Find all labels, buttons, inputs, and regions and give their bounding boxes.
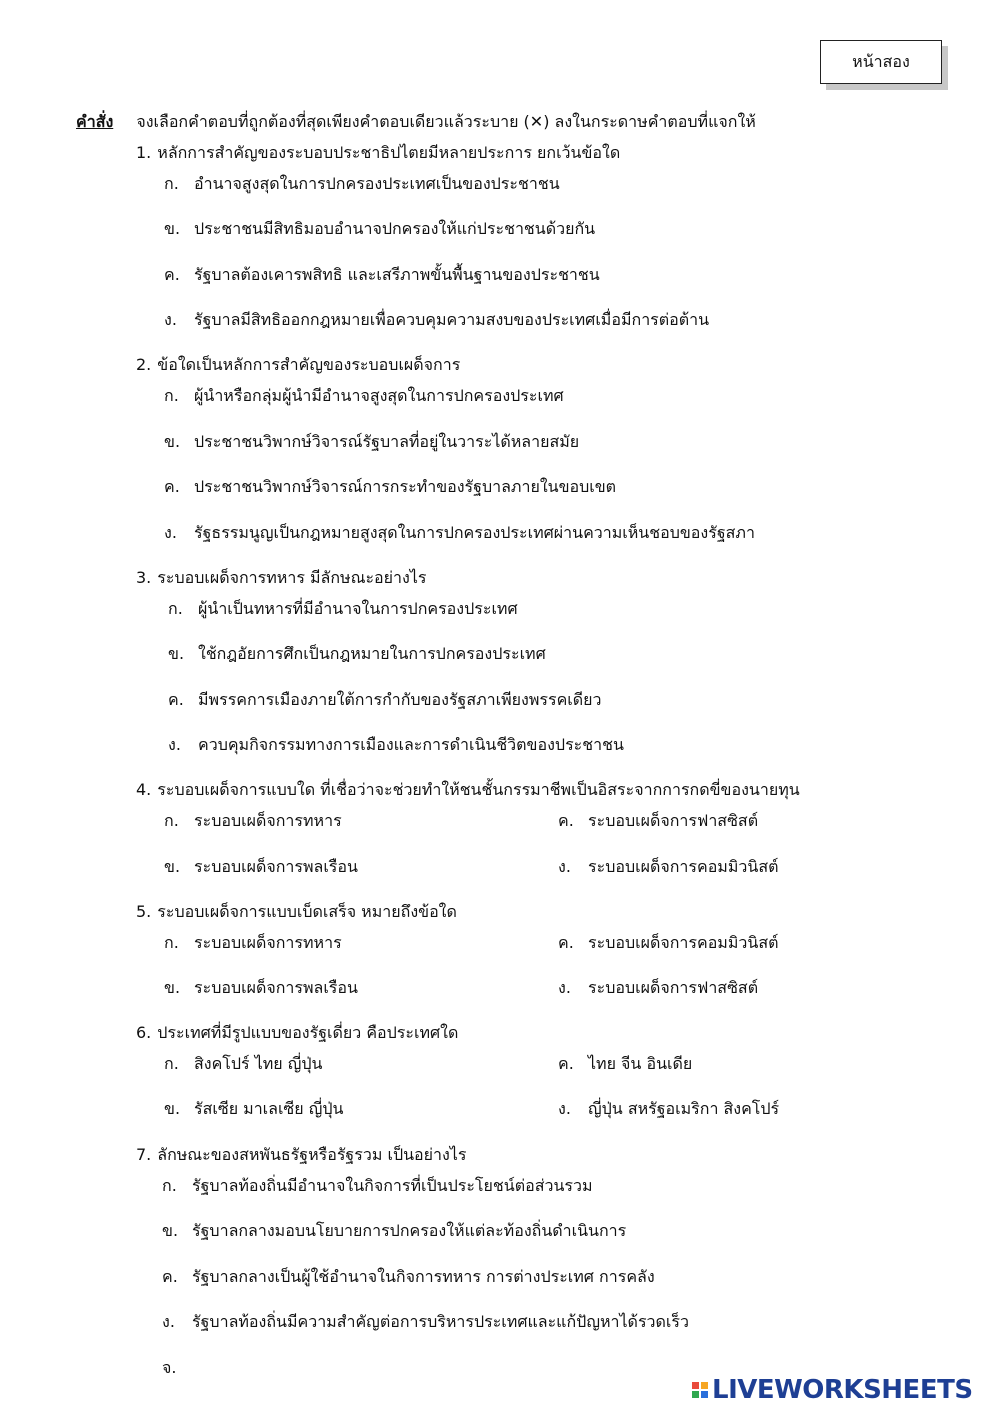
option-6-b[interactable] [164,1097,343,1122]
logo-cell [701,1391,708,1398]
question-number: 3. [136,568,152,587]
option-text: สิงคโปร์ ไทย ญี่ปุ่น [194,1054,323,1073]
option-text: ใช้กฎอัยการศึกเป็นกฎหมายในการปกครองประเทศ [198,644,546,663]
option-text: อำนาจสูงสุดในการปกครองประเทศเป็นของประชาชน [194,174,560,193]
option-letter: ก. [162,1176,177,1195]
option-2-b[interactable] [164,430,579,455]
option-text: ระบอบเผด็จการคอมมิวนิสต์ [588,857,779,876]
question-number: 2. [136,355,152,374]
option-4-c[interactable] [558,809,758,834]
option-text: รัฐบาลท้องถิ่นมีอำนาจในกิจการที่เป็นประโยชน์ต่อส่วนรวม [192,1176,593,1195]
option-text: รัฐบาลท้องถิ่นมีความสำคัญต่อการบริหารประเทศและแก้ปัญหาได้รวดเร็ว [192,1312,689,1331]
question-text: ข้อใดเป็นหลักการสำคัญของระบอบเผด็จการ [157,355,461,374]
option-1-d[interactable] [164,308,709,333]
question-4 [136,778,800,803]
option-1-b[interactable] [164,217,595,242]
option-letter: ข. [164,219,181,238]
option-text: ระบอบเผด็จการพลเรือน [194,978,358,997]
question-number: 5. [136,902,152,921]
option-letter: ก. [164,811,179,830]
option-letter: ง. [164,310,177,329]
option-letter: ก. [168,599,183,618]
option-5-d[interactable] [558,976,758,1001]
option-letter: ข. [164,978,181,997]
option-letter: ก. [164,386,179,405]
option-letter: ง. [558,857,571,876]
option-letter: ข. [164,432,181,451]
option-letter: ค. [162,1267,178,1286]
option-7-e[interactable] [162,1356,192,1381]
option-text: ควบคุมกิจกรรมทางการเมืองและการดำเนินชีวิตของประชาชน [198,735,624,754]
option-text: ประชาชนมีสิทธิมอบอำนาจปกครองให้แก่ประชาชนด้วยกัน [194,219,596,238]
option-text: ระบอบเผด็จการคอมมิวนิสต์ [588,933,779,952]
option-5-a[interactable] [164,931,342,956]
question-text: ระบอบเผด็จการทหาร มีลักษณะอย่างไร [157,568,427,587]
option-4-b[interactable] [164,855,358,880]
option-letter: ค. [164,477,180,496]
option-letter: ก. [164,933,179,952]
question-5 [136,900,457,925]
option-letter: ข. [168,644,185,663]
liveworksheets-logo [692,1374,992,1406]
option-text: รัฐบาลต้องเคารพสิทธิ และเสรีภาพขั้นพื้นฐานของประชาชน [194,265,600,284]
question-number: 7. [136,1145,152,1164]
option-7-b[interactable] [162,1219,626,1244]
option-text: ระบอบเผด็จการทหาร [194,811,342,830]
option-7-d[interactable] [162,1310,689,1335]
option-text: ผู้นำเป็นทหารที่มีอำนาจในการปกครองประเทศ [198,599,518,618]
option-text: ระบอบเผด็จการฟาสซิสต์ [588,811,759,830]
option-3-a[interactable] [168,597,518,622]
option-text: รัฐธรรมนูญเป็นกฎหมายสูงสุดในการปกครองประเทศผ่านความเห็นชอบของรัฐสภา [194,523,755,542]
option-letter: ก. [164,174,179,193]
logo-grid-icon [692,1382,708,1398]
option-letter: ง. [558,978,571,997]
question-1 [136,141,620,166]
option-letter: ง. [558,1099,571,1118]
option-text: ระบอบเผด็จการฟาสซิสต์ [588,978,759,997]
question-7 [136,1143,466,1168]
question-number: 1. [136,143,152,162]
option-7-c[interactable] [162,1265,655,1290]
question-text: ลักษณะของสหพันธรัฐหรือรัฐรวม เป็นอย่างไร [157,1145,467,1164]
option-5-c[interactable] [558,931,778,956]
option-text: รัสเซีย มาเลเซีย ญี่ปุ่น [194,1099,344,1118]
option-letter: ค. [558,811,574,830]
option-letter: ค. [558,933,574,952]
option-letter: ค. [168,690,184,709]
option-text: ประชาชนวิพากษ์วิจารณ์การกระทำของรัฐบาลภายในขอบเขต [194,477,617,496]
option-text: รัฐบาลมีสิทธิออกกฎหมายเพื่อควบคุมความสงบของประเทศเมื่อมีการต่อต้าน [194,310,710,329]
option-4-d[interactable] [558,855,778,880]
option-text: ญี่ปุ่น สหรัฐอเมริกา สิงคโปร์ [588,1099,780,1118]
option-letter: ง. [164,523,177,542]
option-letter: ข. [164,1099,181,1118]
option-text: รัฐบาลกลางมอบนโยบายการปกครองให้แต่ละท้องถิ่นดำเนินการ [192,1221,627,1240]
option-letter: จ. [162,1358,177,1377]
question-number: 4. [136,780,152,799]
option-6-a[interactable] [164,1052,323,1077]
option-1-c[interactable] [164,263,600,288]
option-text: ระบอบเผด็จการพลเรือน [194,857,358,876]
option-letter: ค. [164,265,180,284]
option-2-d[interactable] [164,521,755,546]
question-number: 6. [136,1023,152,1042]
option-letter: ข. [164,857,181,876]
option-text: ผู้นำหรือกลุ่มผู้นำมีอำนาจสูงสุดในการปกครองประเทศ [194,386,564,405]
question-6 [136,1021,458,1046]
question-text: ประเทศที่มีรูปแบบของรัฐเดี่ยว คือประเทศใด [157,1023,459,1042]
option-5-b[interactable] [164,976,358,1001]
logo-cell [692,1382,699,1389]
question-text: ระบอบเผด็จการแบบใด ที่เชื่อว่าจะช่วยทำให้ชนชั้นกรรมาชีพเป็นอิสระจากการกดขี่ของนายทุน [157,780,800,799]
question-3 [136,566,426,591]
option-6-d[interactable] [558,1097,779,1122]
logo-cell [701,1382,708,1389]
option-3-b[interactable] [168,642,546,667]
option-letter: ง. [162,1312,175,1331]
option-letter: ง. [168,735,181,754]
page-label-box [820,40,942,84]
option-letter: ข. [162,1221,179,1240]
option-letter: ก. [164,1054,179,1073]
instruction [76,110,756,135]
option-text: ประชาชนวิพากษ์วิจารณ์รัฐบาลที่อยู่ในวาระได้หลายสมัย [194,432,580,451]
option-3-d[interactable] [168,733,624,758]
option-text: ระบอบเผด็จการทหาร [194,933,342,952]
logo-cell [692,1391,699,1398]
option-3-c[interactable] [168,688,602,713]
option-4-a[interactable] [164,809,342,834]
page-label: หน้าสอง [852,51,910,71]
question-2 [136,353,460,378]
option-2-c[interactable] [164,475,616,500]
option-text: มีพรรคการเมืองภายใต้การกำกับของรัฐสภาเพียงพรรคเดียว [198,690,602,709]
instruction-text: จงเลือกคำตอบที่ถูกต้องที่สุดเพียงคำตอบเดียวแล้วระบาย (✕) ลงในกระดาษคำตอบที่แจกให้ [136,112,756,131]
option-7-a[interactable] [162,1174,593,1199]
option-text: ไทย จีน อินเดีย [588,1054,693,1073]
option-letter: ค. [558,1054,574,1073]
option-1-a[interactable] [164,172,560,197]
question-text: หลักการสำคัญของระบอบประชาธิปไตยมีหลายประการ ยกเว้นข้อใด [157,143,621,162]
option-text: รัฐบาลกลางเป็นผู้ใช้อำนาจในกิจการทหาร การต่างประเทศ การคลัง [192,1267,655,1286]
option-6-c[interactable] [558,1052,692,1077]
question-text: ระบอบเผด็จการแบบเบ็ดเสร็จ หมายถึงข้อใด [157,902,457,921]
logo-text: LIVEWORKSHEETS [712,1375,973,1405]
option-2-a[interactable] [164,384,564,409]
instruction-label: คำสั่ง [76,112,114,131]
